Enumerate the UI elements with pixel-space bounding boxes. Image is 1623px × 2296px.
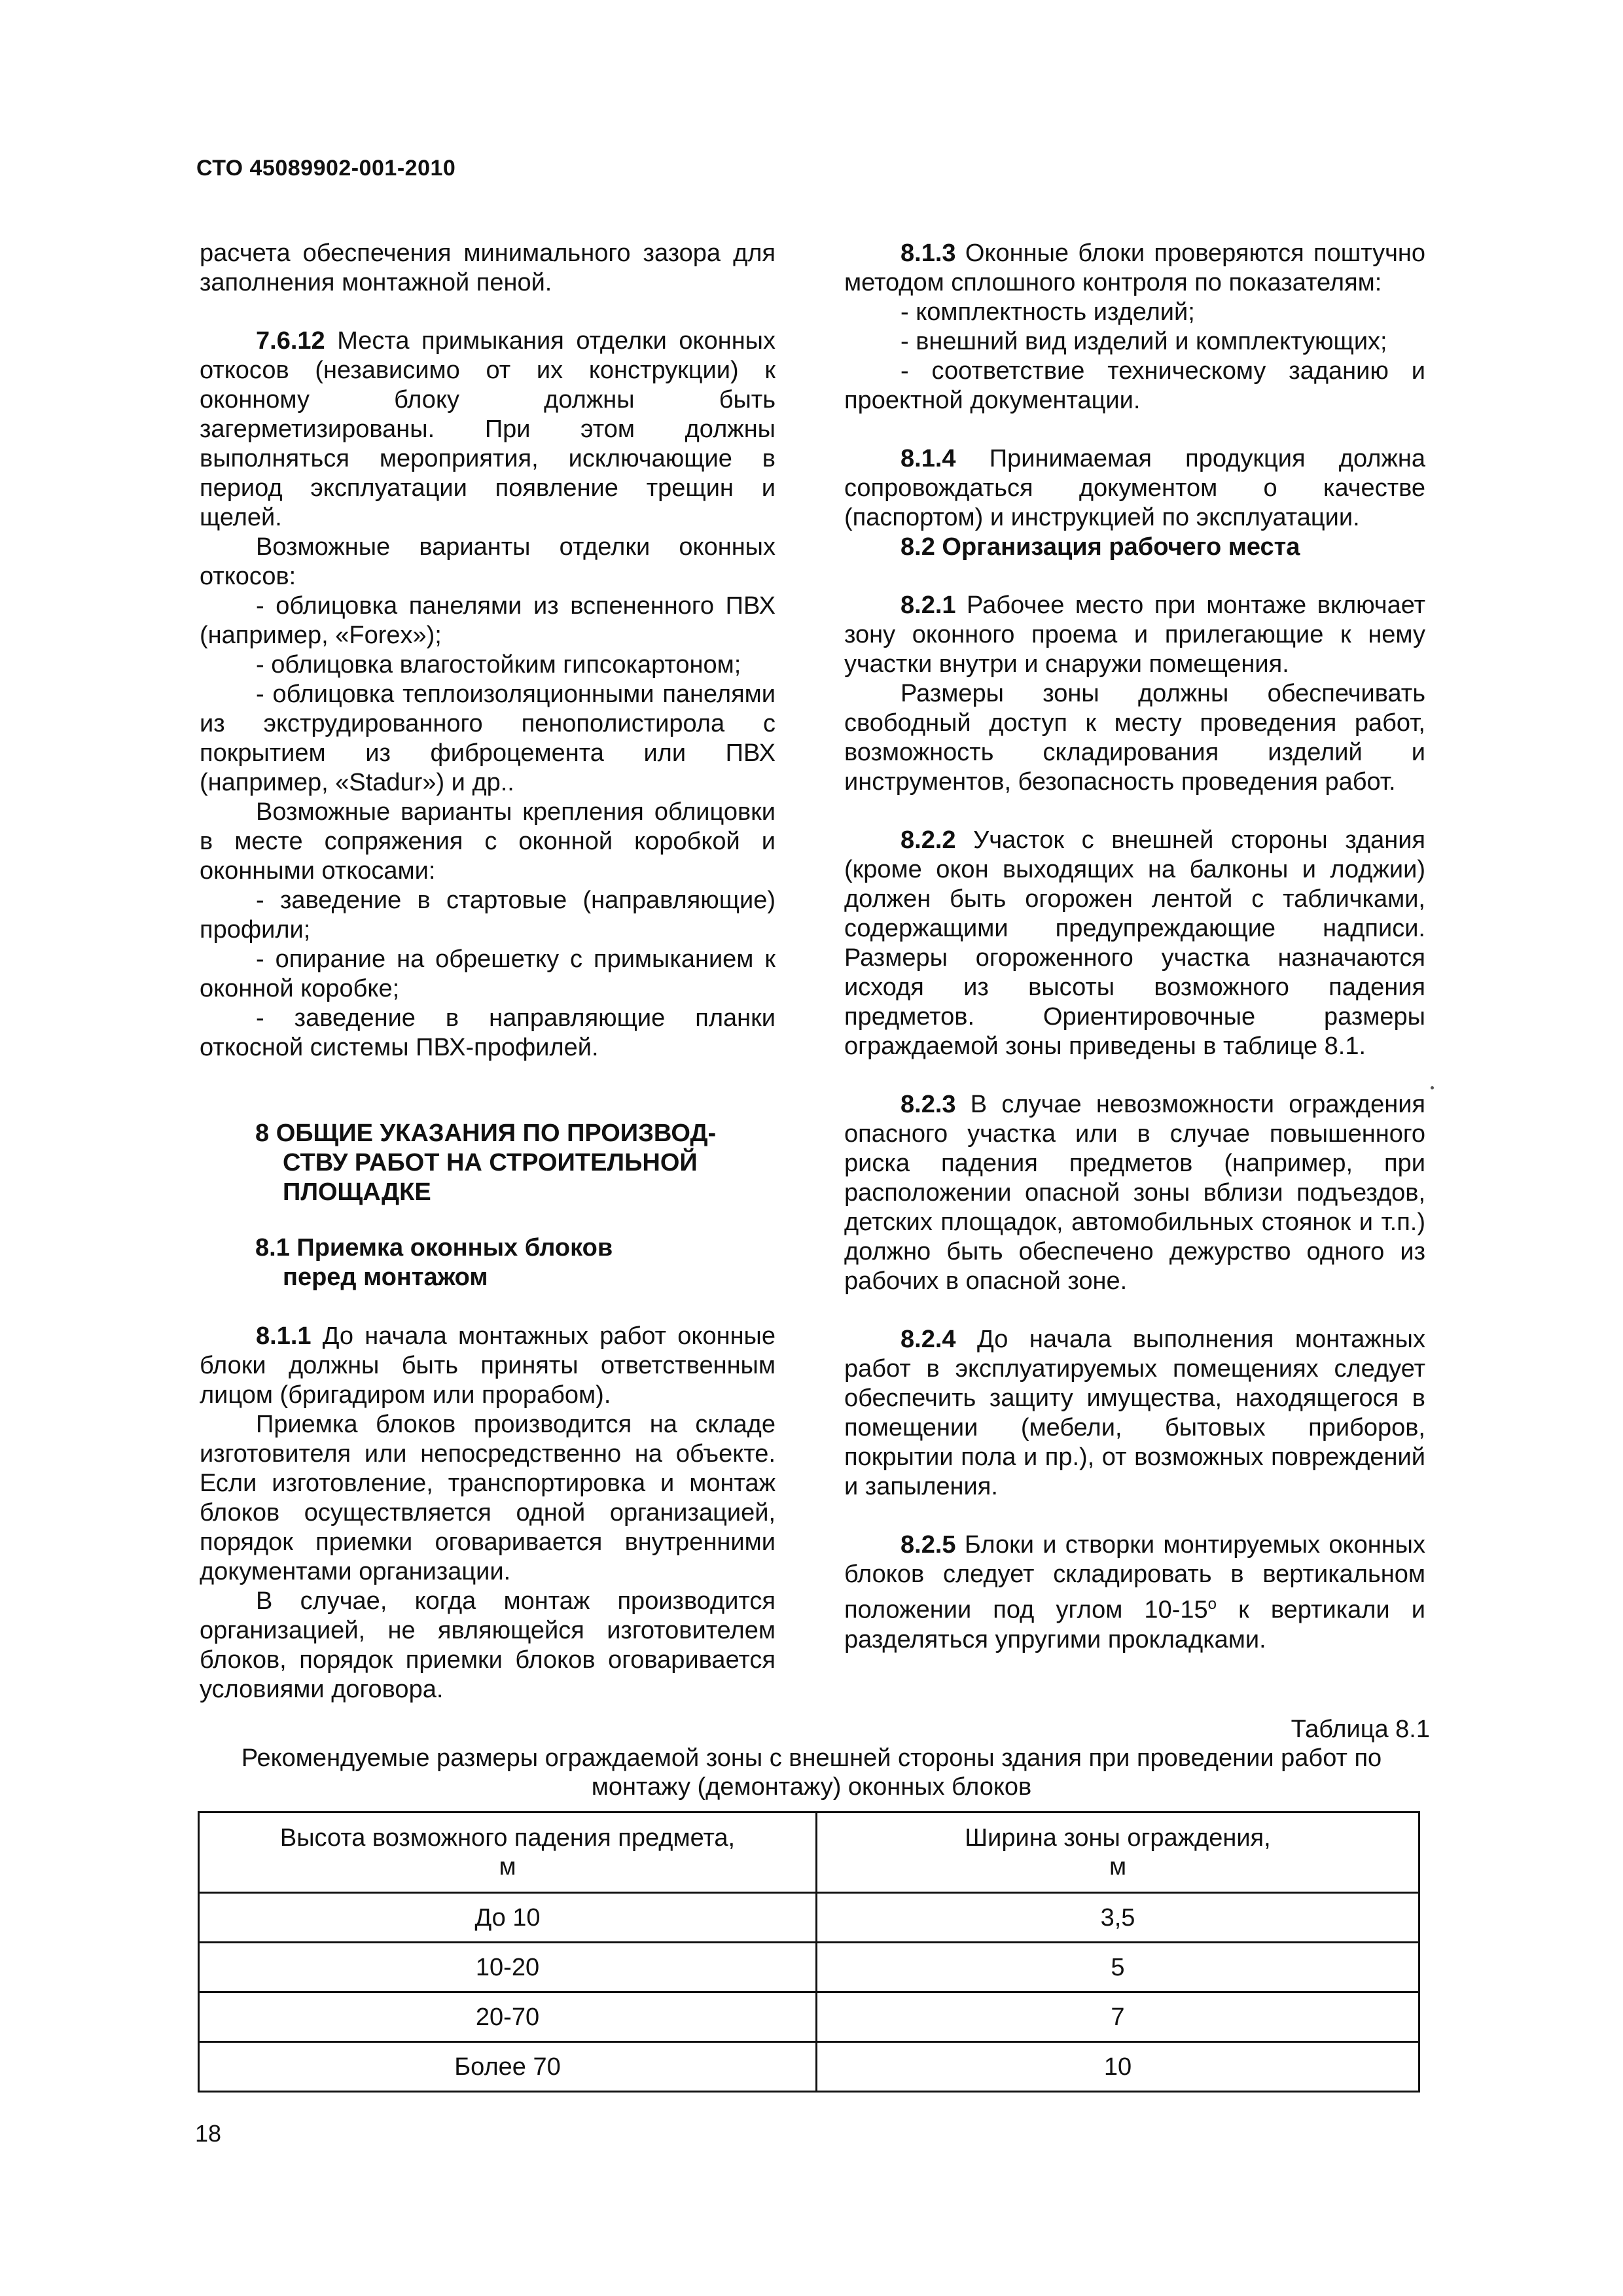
cell-height: До 10 [199, 1893, 817, 1943]
paragraph-text: Оконные блоки проверяются поштучно методом сплошного контроля по показателям: [844, 239, 1425, 296]
heading-line: перед монтажом [283, 1263, 488, 1291]
cell-height: Более 70 [199, 2042, 817, 2092]
paragraph-8-2-1 [844, 591, 1425, 679]
column-header-width [817, 1812, 1419, 1893]
paragraph-text: Блоки и створки монтируемых оконных блоков следует складировать в вертикальном положении под углом 10-15 [844, 1531, 1425, 1624]
header-line: Высота возможного падения предмета, [279, 1824, 736, 1852]
column-header-height [199, 1812, 817, 1893]
paragraph-8-2-2 [844, 826, 1425, 1061]
cell-width: 10 [817, 2042, 1419, 2092]
right-column [844, 239, 1425, 1655]
table-caption: Рекомендуемые размеры ограждаемой зоны с внешней стороны здания при проведении работ по монтажу (демонтажу) оконных блоков [241, 1744, 1382, 1801]
table-row [199, 1943, 1419, 1992]
list-item: - облицовка панелями из вспененного ПВХ (например, «Forex»); [200, 592, 776, 649]
paragraph-8-1-1 [200, 1322, 776, 1410]
paragraph-8-2-4 [844, 1325, 1425, 1502]
cell-height: 10-20 [199, 1943, 817, 1992]
clause-number: 8.2.1 [901, 592, 956, 619]
list-item: - облицовка теплоизоляционными панелями из экструдированного пенополистирола с покрытием из фиброцемента или ПВХ (например, «Stadur») и др.. [200, 680, 776, 796]
table-header-row [199, 1812, 1419, 1893]
list-item: - заведение в стартовые (направляющие) профили; [200, 887, 776, 944]
clause-number: 8.2.2 [901, 826, 956, 854]
degree-sign: о [1207, 1595, 1217, 1613]
clause-number: 7.6.12 [256, 327, 325, 355]
list-item: - опирание на обрешетку с примыканием к оконной коробке; [200, 945, 776, 1002]
paragraph-text: До начала монтажных работ оконные блоки должны быть приняты ответственным лицом (бригадиром или прорабом). [200, 1322, 776, 1409]
list-item: - комплектность изделий; [901, 298, 1195, 326]
paragraph-text: к вертикали и разделяться упругими прокладками. [844, 1596, 1425, 1653]
list-item: - внешний вид изделий и комплектующих; [901, 328, 1387, 355]
table-label: Таблица 8.1 [1291, 1716, 1430, 1743]
paragraph: Возможные варианты отделки оконных откосов: [200, 533, 776, 590]
cell-height: 20-70 [199, 1992, 817, 2042]
heading-line: ПЛОЩАДКЕ [283, 1178, 431, 1206]
left-column-lower [200, 1322, 776, 1704]
list-item: - облицовка влагостойким гипсокартоном; [256, 651, 741, 679]
section-8-heading [255, 1119, 805, 1207]
table-row [199, 2042, 1419, 2092]
heading-line: СТВУ РАБОТ НА СТРОИТЕЛЬНОЙ [283, 1149, 698, 1176]
paragraph-8-2-5 [844, 1530, 1425, 1655]
header-line: Ширина зоны ограждения, [965, 1824, 1271, 1852]
cell-width: 3,5 [817, 1893, 1419, 1943]
page-number: 18 [195, 2120, 222, 2147]
clause-number: 8.2.5 [901, 1531, 956, 1559]
list-item: - заведение в направляющие планки откосной системы ПВХ-профилей. [200, 1004, 776, 1061]
paragraph: В случае, когда монтаж производится организацией, не являющейся изготовителем блоков, порядок приемки блоков оговаривается условиями договора. [200, 1587, 776, 1703]
clause-number: 8.2.4 [901, 1326, 956, 1353]
paragraph: Возможные варианты крепления облицовки в месте сопряжения с оконной коробкой и оконными откосами: [200, 798, 776, 885]
paragraph-8-1-3 [844, 239, 1425, 298]
clause-number: 8.2.3 [901, 1091, 956, 1118]
cell-width: 7 [817, 1992, 1419, 2042]
paragraph-text: До начала выполнения монтажных работ в эксплуатируемых помещениях следует обеспечить защиту имущества, находящегося в помещении (мебели, бытовых приборов, покрытии пола и пр.), от возможных повреждений и запыления. [844, 1326, 1425, 1500]
list-item: - соответствие техническому заданию и проектной документации. [844, 357, 1425, 414]
paragraph-text: Места примыкания отделки оконных откосов (независимо от их конструкции) к оконному блоку должны быть загерметизированы. При этом должны выполняться мероприятия, исключающие в период эксплуатации появление трещин и щелей. [200, 327, 776, 531]
scan-speck [1431, 1086, 1434, 1089]
paragraph: Приемка блоков производится на складе изготовителя или непосредственно на объекте. Если изготовление, транспортировка и монтаж блоков осуществляется одной организацией, порядок приемки оговаривается внутренними документами организации. [200, 1411, 776, 1585]
cell-width: 5 [817, 1943, 1419, 1992]
paragraph: расчета обеспечения минимального зазора для заполнения монтажной пеной. [200, 239, 776, 296]
clause-number: 8.1.4 [901, 445, 956, 472]
left-column [200, 239, 776, 1063]
paragraph-text: В случае невозможности ограждения опасного участка или в случае повышенного риска падения предметов (например, при расположении опасной зоны вблизи подъездов, детских площадок, автомобильных стоянок и т.п.) должно быть обеспечено дежурство одного из рабочих в опасной зоне. [844, 1091, 1425, 1295]
paragraph-8-2-3 [844, 1090, 1425, 1296]
heading-line: 8.1 Приемка оконных блоков [255, 1234, 613, 1262]
paragraph-text: Рабочее место при монтаже включает зону оконного проема и прилегающие к нему участки внутри и снаружи помещения. [844, 592, 1425, 678]
heading-line: 8 ОБЩИЕ УКАЗАНИЯ ПО ПРОИЗВОД- [255, 1120, 717, 1147]
section-8-1-heading [255, 1233, 792, 1292]
paragraph-7-6-12 [200, 327, 776, 533]
clause-number: 8.1.1 [256, 1322, 312, 1350]
header-unit: м [499, 1853, 516, 1881]
paragraph-text: Принимаемая продукция должна сопровождаться документом о качестве (паспортом) и инструкцией по эксплуатации. [844, 445, 1425, 531]
header-unit: м [1109, 1853, 1127, 1881]
clause-number: 8.1.3 [901, 239, 956, 267]
paragraph-8-1-4 [844, 444, 1425, 533]
zone-size-table [198, 1811, 1420, 2093]
paragraph-text: Участок с внешней стороны здания (кроме окон выходящих на балконы и лоджии) должен быть огорожен лентой с табличками, содержащими предупреждающие надписи. Размеры огороженного участка назначаются исходя из высоты возможного падения предметов. Ориентировочные размеры ограждаемой зоны приведены в таблице 8.1. [844, 826, 1425, 1060]
paragraph: Размеры зоны должны обеспечивать свободный доступ к месту проведения работ, возможность складирования изделий и инструментов, безопасность проведения работ. [844, 680, 1425, 796]
document-code: СТО 45089902-001-2010 [196, 156, 456, 181]
table-row [199, 1992, 1419, 2042]
section-8-2-heading: 8.2 Организация рабочего места [901, 533, 1300, 561]
table-row [199, 1893, 1419, 1943]
